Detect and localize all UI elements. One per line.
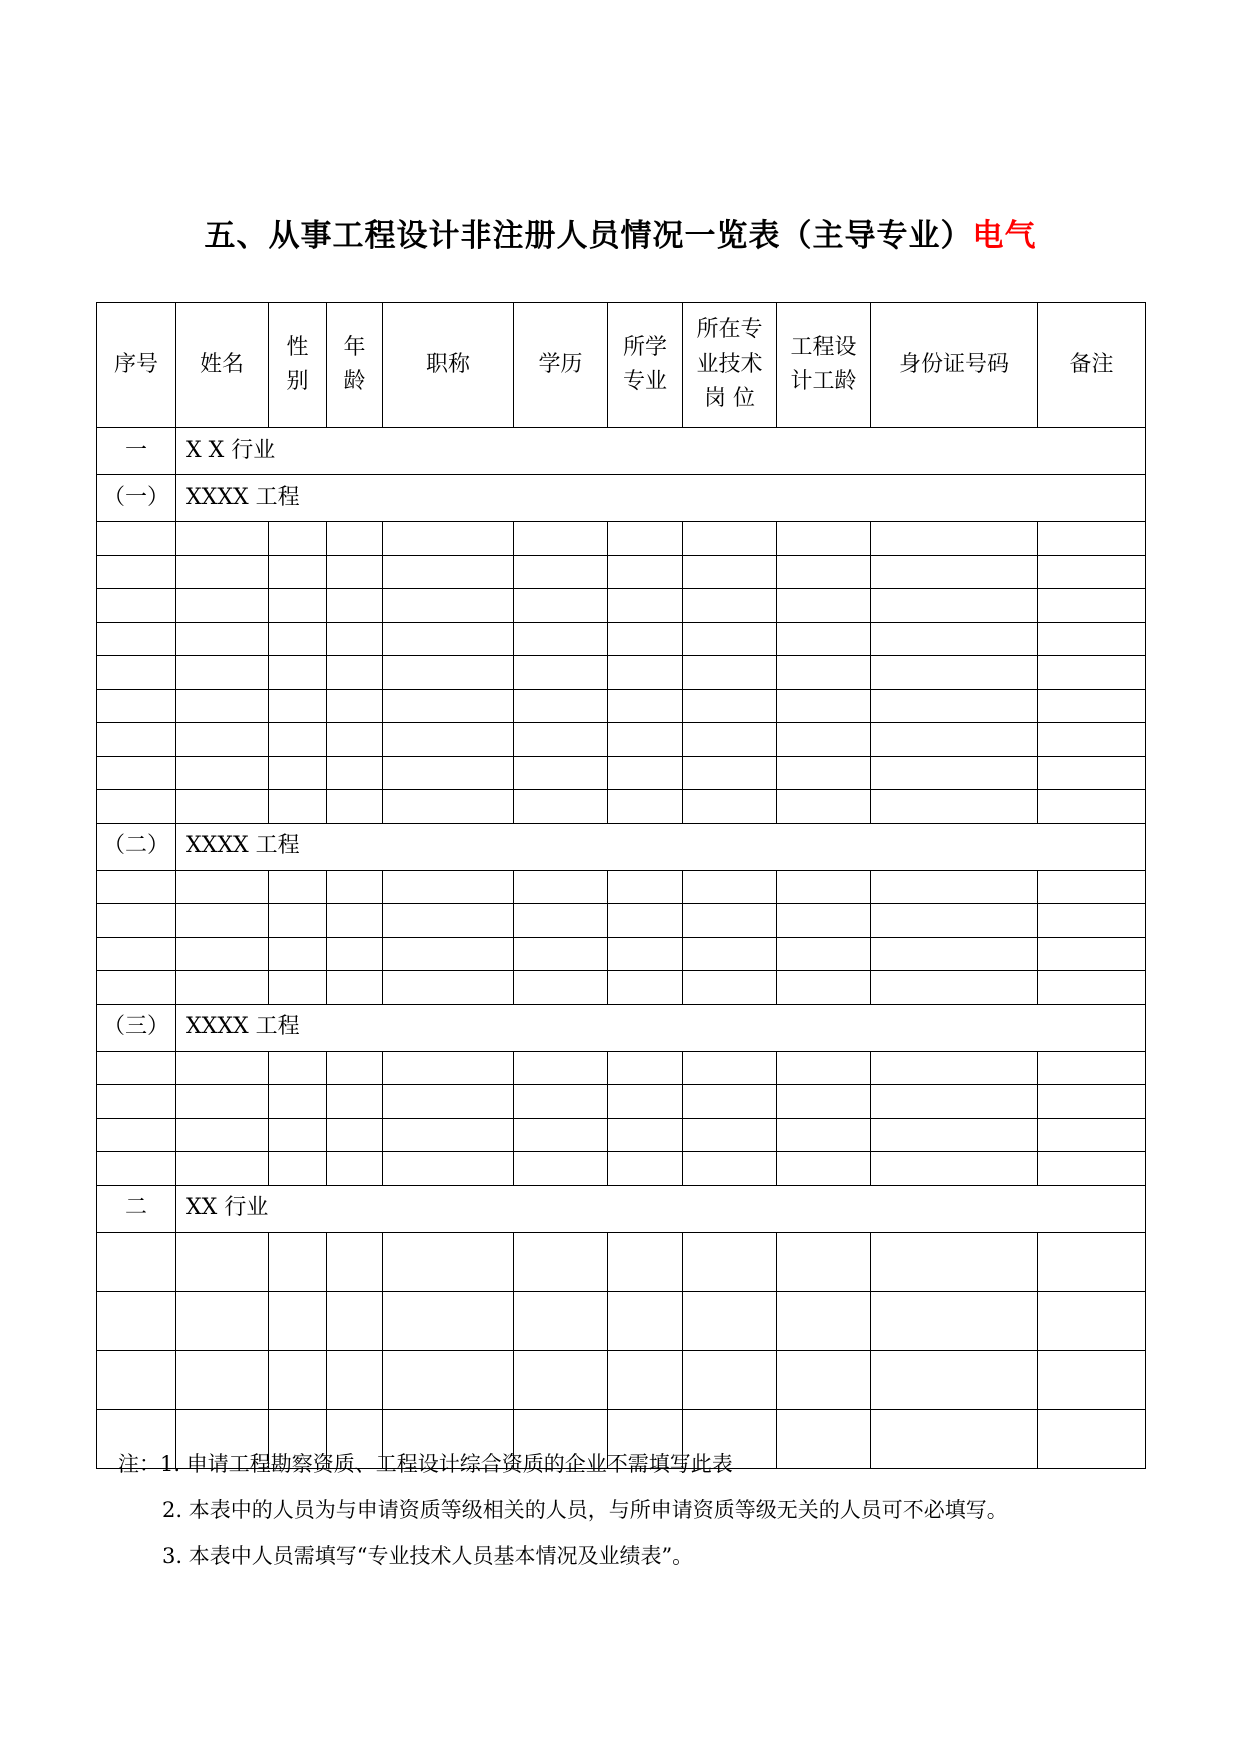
table-row: [97, 1152, 1146, 1186]
table-cell[interactable]: [514, 937, 608, 971]
table-cell[interactable]: [871, 689, 1038, 723]
table-cell[interactable]: [97, 937, 176, 971]
table-row: [97, 1051, 1146, 1085]
table-cell[interactable]: [514, 904, 608, 938]
table-cell[interactable]: [871, 1232, 1038, 1291]
table-cell[interactable]: [777, 1409, 871, 1468]
header-cell: [683, 303, 777, 428]
table-row: [97, 1085, 1146, 1119]
table-cell[interactable]: [871, 870, 1038, 904]
table-cell[interactable]: [97, 1350, 176, 1409]
header-label: 年: [343, 334, 366, 360]
table-cell[interactable]: [683, 1350, 777, 1409]
section-label: XXXX 工程: [176, 823, 1146, 870]
header-cell: [514, 303, 608, 428]
table-row: [97, 689, 1146, 723]
table-cell[interactable]: [176, 1291, 269, 1350]
table-cell[interactable]: [1038, 555, 1146, 589]
table-cell[interactable]: [97, 589, 176, 623]
table-cell[interactable]: [683, 870, 777, 904]
table-cell[interactable]: [608, 656, 683, 690]
header-label: 姓名: [199, 351, 244, 377]
table-cell[interactable]: [683, 555, 777, 589]
table-cell[interactable]: [383, 1051, 514, 1085]
table-cell[interactable]: [608, 756, 683, 790]
header-label: 所在专: [696, 317, 763, 343]
table-cell[interactable]: [683, 723, 777, 757]
table-cell[interactable]: [1038, 870, 1146, 904]
table-cell[interactable]: [97, 1232, 176, 1291]
table-cell[interactable]: [514, 870, 608, 904]
table-row: [97, 790, 1146, 824]
table-cell[interactable]: [514, 1350, 608, 1409]
table-cell[interactable]: [383, 1350, 514, 1409]
personnel-table: [96, 302, 1146, 1469]
table-cell[interactable]: [176, 589, 269, 623]
table-cell[interactable]: [97, 971, 176, 1005]
header-label: 岗 位: [704, 386, 755, 412]
table-cell[interactable]: [383, 904, 514, 938]
section-number: （二）: [97, 823, 176, 870]
table-cell[interactable]: [176, 790, 269, 824]
table-cell[interactable]: [97, 1051, 176, 1085]
table-cell[interactable]: [383, 756, 514, 790]
table-body: [97, 428, 1146, 1469]
table-cell[interactable]: [608, 1118, 683, 1152]
table-cell[interactable]: [1038, 1085, 1146, 1119]
table-cell[interactable]: [269, 723, 327, 757]
table-cell[interactable]: [608, 522, 683, 556]
table-cell[interactable]: [327, 756, 383, 790]
table-cell[interactable]: [1038, 656, 1146, 690]
table-cell[interactable]: [683, 971, 777, 1005]
table-cell[interactable]: [1038, 522, 1146, 556]
table-cell[interactable]: [269, 1291, 327, 1350]
table-cell[interactable]: [269, 756, 327, 790]
table-cell[interactable]: [871, 1350, 1038, 1409]
table-cell[interactable]: [514, 1152, 608, 1186]
table-cell[interactable]: [514, 790, 608, 824]
table-cell[interactable]: [269, 622, 327, 656]
section-number: 二: [97, 1185, 176, 1232]
table-row: [97, 589, 1146, 623]
table-cell[interactable]: [871, 971, 1038, 1005]
table-cell[interactable]: [327, 870, 383, 904]
table-cell[interactable]: [327, 1051, 383, 1085]
table-cell[interactable]: [608, 622, 683, 656]
table-cell[interactable]: [871, 790, 1038, 824]
table-cell[interactable]: [269, 937, 327, 971]
table-cell[interactable]: [176, 756, 269, 790]
section-label: X X 行业: [176, 428, 1146, 475]
header-cell: [777, 303, 871, 428]
table-cell[interactable]: [777, 870, 871, 904]
section-row: [97, 1185, 1146, 1232]
table-cell[interactable]: [514, 1085, 608, 1119]
header-cell: [1038, 303, 1146, 428]
table-cell[interactable]: [1038, 904, 1146, 938]
table-cell[interactable]: [176, 555, 269, 589]
table-cell[interactable]: [383, 522, 514, 556]
table-row: [97, 656, 1146, 690]
table-cell[interactable]: [176, 1232, 269, 1291]
table-cell[interactable]: [777, 589, 871, 623]
header-cell: [327, 303, 383, 428]
table-cell[interactable]: [683, 756, 777, 790]
header-cell: [176, 303, 269, 428]
table-cell[interactable]: [1038, 1350, 1146, 1409]
table-cell[interactable]: [327, 1118, 383, 1152]
table-cell[interactable]: [269, 522, 327, 556]
table-row: [97, 1350, 1146, 1409]
table-cell[interactable]: [608, 870, 683, 904]
table-cell[interactable]: [871, 1409, 1038, 1468]
table-cell[interactable]: [97, 555, 176, 589]
table-row: [97, 723, 1146, 757]
table-cell[interactable]: [514, 689, 608, 723]
table-row: [97, 622, 1146, 656]
section-number: （三）: [97, 1004, 176, 1051]
header-label: 序号: [113, 351, 158, 377]
header-label: 别: [286, 369, 309, 394]
table-cell[interactable]: [1038, 689, 1146, 723]
table-cell[interactable]: [777, 1291, 871, 1350]
table-cell[interactable]: [1038, 971, 1146, 1005]
table-cell[interactable]: [1038, 1232, 1146, 1291]
table-cell[interactable]: [871, 1118, 1038, 1152]
table-cell[interactable]: [514, 522, 608, 556]
table-cell[interactable]: [683, 937, 777, 971]
table-cell[interactable]: [871, 723, 1038, 757]
table-cell[interactable]: [514, 555, 608, 589]
table-row: [97, 1291, 1146, 1350]
table-cell[interactable]: [97, 870, 176, 904]
table-cell[interactable]: [1038, 1118, 1146, 1152]
title-main: 五、从事工程设计非注册人员情况一览表（主导专业）: [204, 218, 973, 254]
header-label: 身份证号码: [898, 351, 1009, 377]
table-row: [97, 522, 1146, 556]
table-cell[interactable]: [514, 1118, 608, 1152]
table-cell[interactable]: [608, 555, 683, 589]
table-cell[interactable]: [269, 971, 327, 1005]
table-cell[interactable]: [777, 904, 871, 938]
section-row: [97, 823, 1146, 870]
table-cell[interactable]: [327, 656, 383, 690]
table-cell[interactable]: [97, 723, 176, 757]
table-cell[interactable]: [269, 1051, 327, 1085]
table-cell[interactable]: [383, 589, 514, 623]
table-cell[interactable]: [683, 589, 777, 623]
header-label: 所学: [622, 334, 667, 360]
table-cell[interactable]: [514, 1291, 608, 1350]
table-cell[interactable]: [683, 656, 777, 690]
table-cell[interactable]: [269, 790, 327, 824]
table-cell[interactable]: [608, 1291, 683, 1350]
table-cell[interactable]: [97, 1291, 176, 1350]
table-cell[interactable]: [514, 1051, 608, 1085]
table-cell[interactable]: [97, 904, 176, 938]
table-cell[interactable]: [871, 589, 1038, 623]
section-number: （一）: [97, 475, 176, 522]
table-cell[interactable]: [777, 1152, 871, 1186]
table-cell[interactable]: [683, 522, 777, 556]
table-cell[interactable]: [514, 656, 608, 690]
table-cell[interactable]: [1038, 1291, 1146, 1350]
table-cell[interactable]: [608, 1051, 683, 1085]
table-cell[interactable]: [608, 1350, 683, 1409]
table-cell[interactable]: [97, 656, 176, 690]
table-cell[interactable]: [327, 937, 383, 971]
table-cell[interactable]: [383, 656, 514, 690]
table-cell[interactable]: [327, 971, 383, 1005]
table-cell[interactable]: [269, 1118, 327, 1152]
table-cell[interactable]: [871, 1291, 1038, 1350]
table-cell[interactable]: [327, 790, 383, 824]
table-cell[interactable]: [608, 1232, 683, 1291]
table-cell[interactable]: [683, 689, 777, 723]
table-cell[interactable]: [514, 1232, 608, 1291]
table-cell[interactable]: [514, 723, 608, 757]
table-cell[interactable]: [683, 1152, 777, 1186]
table-cell[interactable]: [327, 1350, 383, 1409]
table-cell[interactable]: [777, 1051, 871, 1085]
table-cell[interactable]: [383, 870, 514, 904]
table-cell[interactable]: [514, 622, 608, 656]
table-cell[interactable]: [327, 589, 383, 623]
table-cell[interactable]: [383, 790, 514, 824]
header-cell: [269, 303, 327, 428]
table-cell[interactable]: [777, 622, 871, 656]
table-cell[interactable]: [383, 689, 514, 723]
table-cell[interactable]: [383, 1291, 514, 1350]
table-cell[interactable]: [176, 1051, 269, 1085]
table-cell[interactable]: [683, 1118, 777, 1152]
table-cell[interactable]: [383, 971, 514, 1005]
table-cell[interactable]: [608, 589, 683, 623]
table-cell[interactable]: [777, 723, 871, 757]
header-label: 性: [286, 334, 309, 360]
table-cell[interactable]: [777, 656, 871, 690]
section-label: XX 行业: [176, 1185, 1146, 1232]
table-cell[interactable]: [683, 1051, 777, 1085]
table-cell[interactable]: [327, 723, 383, 757]
table-cell[interactable]: [269, 656, 327, 690]
table-cell[interactable]: [176, 522, 269, 556]
section-row: [97, 475, 1146, 522]
table-cell[interactable]: [327, 689, 383, 723]
table-cell[interactable]: [327, 555, 383, 589]
title-accent: 电气: [972, 218, 1037, 254]
page-title: [0, 210, 1241, 255]
table-cell[interactable]: [97, 689, 176, 723]
table-row: [97, 937, 1146, 971]
table-cell[interactable]: [97, 756, 176, 790]
table-cell[interactable]: [327, 1085, 383, 1119]
table-row: [97, 1232, 1146, 1291]
table-row: [97, 870, 1146, 904]
table-cell[interactable]: [683, 790, 777, 824]
section-row: [97, 428, 1146, 475]
table-cell[interactable]: [269, 870, 327, 904]
table-cell[interactable]: [777, 689, 871, 723]
table-cell[interactable]: [176, 1350, 269, 1409]
header-label: 专业: [622, 369, 667, 394]
table-cell[interactable]: [176, 971, 269, 1005]
table-cell[interactable]: [269, 1085, 327, 1119]
table-cell[interactable]: [176, 1152, 269, 1186]
section-label: XXXX 工程: [176, 1004, 1146, 1051]
table-cell[interactable]: [269, 1232, 327, 1291]
header-label: 备注: [1069, 351, 1114, 377]
table-cell[interactable]: [1038, 1152, 1146, 1186]
table-cell[interactable]: [777, 790, 871, 824]
table-cell[interactable]: [777, 1232, 871, 1291]
table-cell[interactable]: [269, 1152, 327, 1186]
table-cell[interactable]: [383, 723, 514, 757]
table-cell[interactable]: [269, 689, 327, 723]
table-row: [97, 904, 1146, 938]
header-label: 计工龄: [790, 369, 857, 394]
table-cell[interactable]: [608, 971, 683, 1005]
table-cell[interactable]: [327, 1232, 383, 1291]
table-cell[interactable]: [683, 622, 777, 656]
table-cell[interactable]: [327, 522, 383, 556]
header-cell: [871, 303, 1038, 428]
note-1: 注：1. 申请工程勘察资质、工程设计综合资质的企业不需填写此表: [118, 1452, 733, 1476]
table-cell[interactable]: [1038, 937, 1146, 971]
table-cell[interactable]: [383, 555, 514, 589]
table-cell[interactable]: [1038, 1409, 1146, 1468]
table-cell[interactable]: [683, 1291, 777, 1350]
table-cell[interactable]: [871, 904, 1038, 938]
header-cell: [608, 303, 683, 428]
table-cell[interactable]: [777, 971, 871, 1005]
table-cell[interactable]: [383, 1152, 514, 1186]
table-cell[interactable]: [97, 522, 176, 556]
header-label: 学历: [538, 351, 583, 377]
table-cell[interactable]: [683, 904, 777, 938]
table-cell[interactable]: [1038, 1051, 1146, 1085]
table-cell[interactable]: [176, 656, 269, 690]
table-cell[interactable]: [327, 904, 383, 938]
table-cell[interactable]: [608, 790, 683, 824]
header-row: [97, 303, 1146, 428]
table-cell[interactable]: [683, 1085, 777, 1119]
table-cell[interactable]: [97, 1152, 176, 1186]
table-cell[interactable]: [176, 937, 269, 971]
table-cell[interactable]: [871, 555, 1038, 589]
table-cell[interactable]: [1038, 622, 1146, 656]
header-label: 职称: [425, 351, 470, 377]
table-cell[interactable]: [777, 522, 871, 556]
table-cell[interactable]: [1038, 756, 1146, 790]
table-cell[interactable]: [327, 1152, 383, 1186]
table-cell[interactable]: [777, 1085, 871, 1119]
table-cell[interactable]: [777, 1350, 871, 1409]
table-cell[interactable]: [608, 904, 683, 938]
table-cell[interactable]: [871, 1085, 1038, 1119]
table-cell[interactable]: [608, 689, 683, 723]
table-cell[interactable]: [97, 622, 176, 656]
header-label: 工程设: [790, 334, 857, 360]
table-cell[interactable]: [871, 622, 1038, 656]
table-cell[interactable]: [871, 937, 1038, 971]
table-row: [97, 1118, 1146, 1152]
table-cell[interactable]: [269, 1350, 327, 1409]
table-cell[interactable]: [777, 756, 871, 790]
table-cell[interactable]: [514, 589, 608, 623]
table-cell[interactable]: [608, 1152, 683, 1186]
table-cell[interactable]: [176, 723, 269, 757]
table-cell[interactable]: [514, 971, 608, 1005]
table-cell[interactable]: [608, 723, 683, 757]
table-cell[interactable]: [871, 522, 1038, 556]
table-cell[interactable]: [871, 1051, 1038, 1085]
table-cell[interactable]: [1038, 589, 1146, 623]
header-cell: [97, 303, 176, 428]
table-cell[interactable]: [176, 870, 269, 904]
table-cell[interactable]: [1038, 790, 1146, 824]
table-cell[interactable]: [777, 555, 871, 589]
table-cell[interactable]: [871, 1152, 1038, 1186]
header-cell: [383, 303, 514, 428]
table-cell[interactable]: [1038, 723, 1146, 757]
table-cell[interactable]: [383, 1085, 514, 1119]
table-cell[interactable]: [608, 937, 683, 971]
table-cell[interactable]: [383, 1118, 514, 1152]
table-cell[interactable]: [97, 790, 176, 824]
table-cell[interactable]: [608, 1085, 683, 1119]
note-2: 2. 本表中的人员为与申请资质等级相关的人员，与所申请资质等级无关的人员可不必填写。: [162, 1498, 1008, 1522]
table-cell[interactable]: [327, 1291, 383, 1350]
table-cell[interactable]: [176, 622, 269, 656]
table-cell[interactable]: [383, 1232, 514, 1291]
table-cell[interactable]: [383, 622, 514, 656]
section-row: [97, 1004, 1146, 1051]
table-cell[interactable]: [176, 689, 269, 723]
table-cell[interactable]: [97, 1118, 176, 1152]
table-cell[interactable]: [514, 756, 608, 790]
table-cell[interactable]: [269, 904, 327, 938]
table-cell[interactable]: [871, 756, 1038, 790]
table-row: [97, 555, 1146, 589]
table-cell[interactable]: [327, 622, 383, 656]
table-cell[interactable]: [176, 1118, 269, 1152]
table-row: [97, 971, 1146, 1005]
section-label: XXXX 工程: [176, 475, 1146, 522]
table-cell[interactable]: [383, 937, 514, 971]
table-cell[interactable]: [176, 904, 269, 938]
table-cell[interactable]: [777, 1118, 871, 1152]
table-cell[interactable]: [269, 589, 327, 623]
header-label: 业技术: [696, 351, 763, 377]
table-cell[interactable]: [269, 555, 327, 589]
table-cell[interactable]: [683, 1232, 777, 1291]
table-cell[interactable]: [97, 1085, 176, 1119]
table-row: [97, 756, 1146, 790]
table-cell[interactable]: [176, 1085, 269, 1119]
note-3: 3. 本表中人员需填写“专业技术人员基本情况及业绩表”。: [162, 1544, 694, 1568]
header-label: 龄: [343, 369, 366, 394]
table-cell[interactable]: [871, 656, 1038, 690]
table-cell[interactable]: [777, 937, 871, 971]
section-number: 一: [97, 428, 176, 475]
